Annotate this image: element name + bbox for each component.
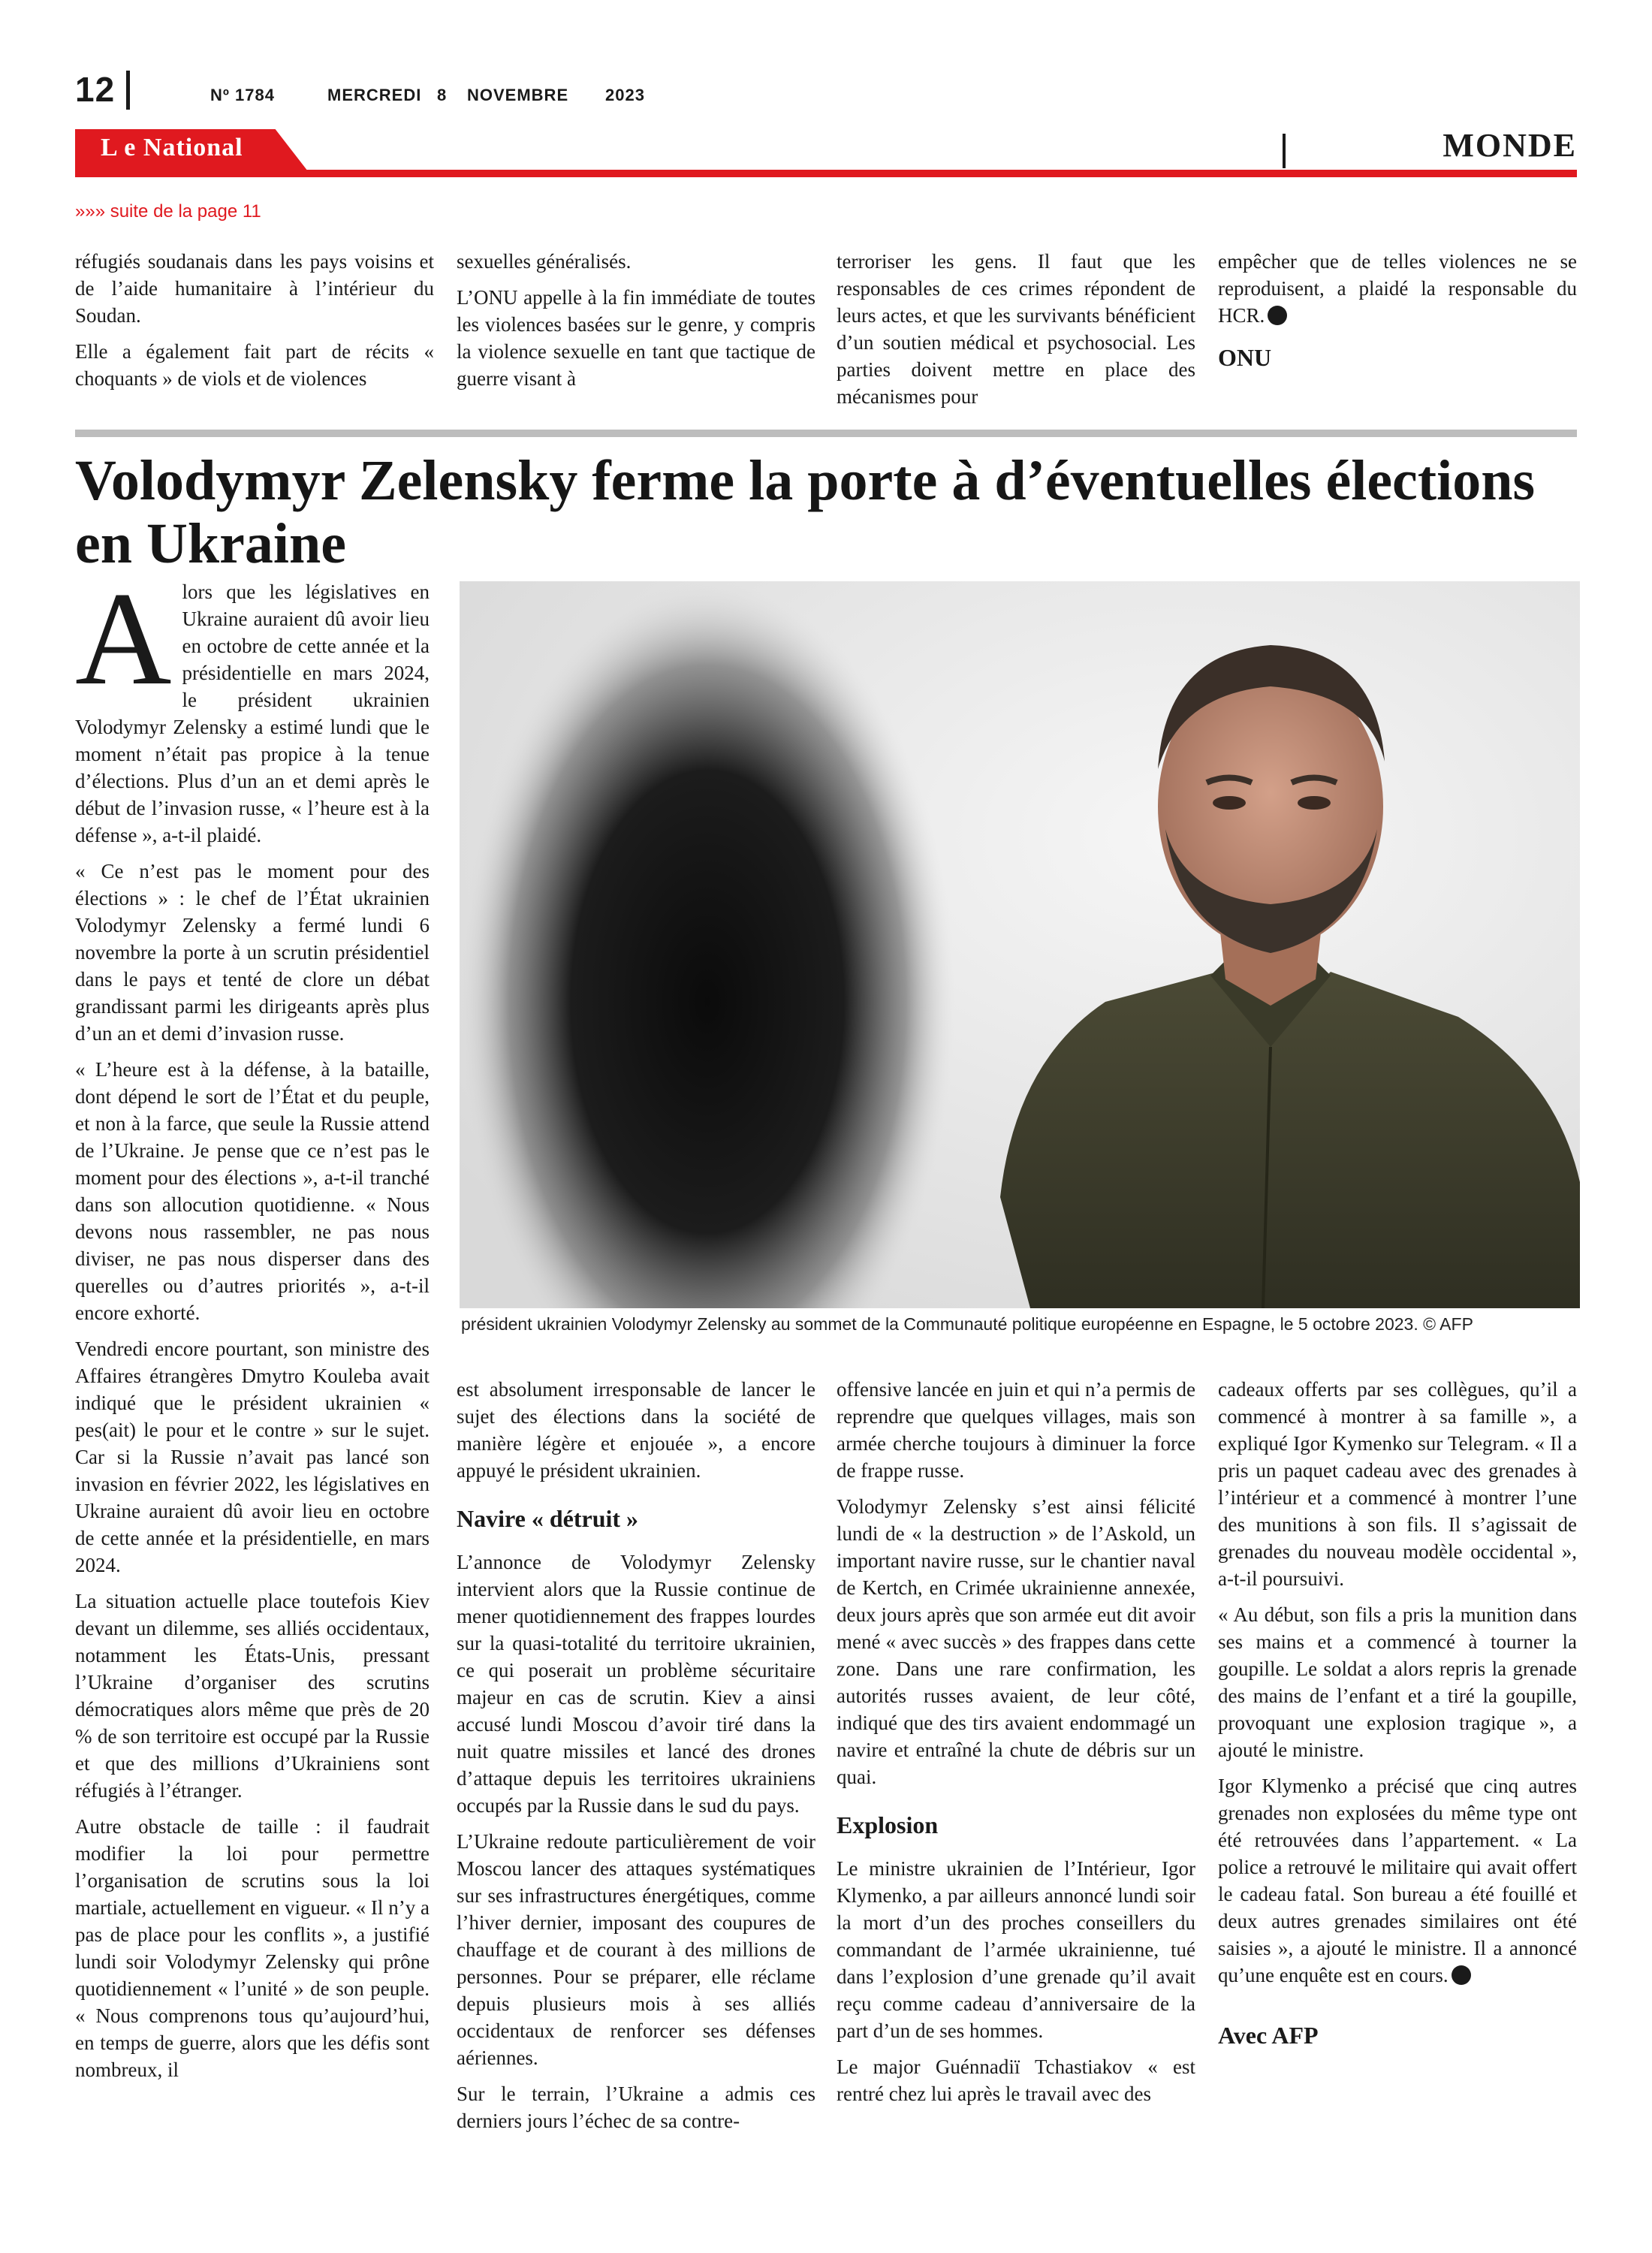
paragraph: Elle a également fait part de récits « choquants » de viols et de violences [75, 340, 434, 390]
paragraph [75, 564, 430, 849]
paragraph: La situation actuelle place toutefois Kiev devant un dilemme, ses alliés occidentaux, notamment les États-Unis, pressant l’Ukraine d’organiser des scrutins démocratiques alors même que près de 20 % de son territoire est occupé par la Russie et que des millions d’Ukrainiens sont réfugiés à l’étranger. [75, 1590, 430, 1802]
paragraph: est absolument irresponsable de lancer le sujet des élections dans la société de manière légère et enjouée », a encore appuyé le président ukrainien. [457, 1378, 815, 1482]
issue-date-month: NOVEMBRE [467, 86, 569, 104]
paragraph: offensive lancée en juin et qui n’a permis de reprendre que quelques villages, mais son armée cherche toujours à diminuer la force de frappe russe. [837, 1378, 1195, 1482]
continuation-column-3 [837, 248, 1195, 419]
paragraph: « Ce n’est pas le moment pour des élections » : le chef de l’État ukrainien Volodymyr Zelensky a fermé lundi 6 novembre la porte à un scrutin présidentiel dans le pays et tenté de clore un débat grandissant parmi les dirigeants après plus d’un an et demi d’invasion russe. [75, 860, 430, 1045]
subheading: Explosion [837, 1811, 939, 1838]
paragraph: Autre obstacle de taille : il faudrait modifier la loi pour permettre l’organisation de scrutins sous la loi martiale, actuellement en vigueur. « Il n’y a pas de place pour les conflits », a justifié lundi soir Volodymyr Zelensky qui prône quotidiennement « l’unité » de son peuple. « Nous comprenons tous qu’aujourd’hui, en temps de guerre, alors que les défis sont nombreux, il [75, 1815, 430, 2081]
paragraph-text: empêcher que de telles violences ne se reproduisent, a plaidé la responsable du HCR. [1218, 250, 1577, 327]
issue-date-year: 2023 [605, 86, 645, 104]
continuation-column-1 [75, 248, 434, 401]
paragraph: Le major Guénnadiï Tchastiakov « est rentré chez lui après le travail avec des [837, 2055, 1195, 2105]
paragraph: réfugiés soudanais dans les pays voisins et de l’aide humanitaire à l’intérieur du Soudan. [75, 250, 434, 327]
article-column-3 [837, 1376, 1195, 2116]
drop-cap: A [75, 564, 172, 713]
paragraph: cadeaux offerts par ses collègues, qu’il a commencé à montrer à sa famille », a expliqué Igor Kymenko sur Telegram. « Il a pris un paquet cadeau avec des grenades à l’intérieur et a commencé à montrer l’une des munitions à son fils. Il s’agissait de grenades du nouveau modèle occidental », a-t-il poursuivi. [1218, 1378, 1577, 1590]
signature: Avec AFP [1218, 2022, 1319, 2049]
brand-logo: L e National [101, 134, 243, 161]
page-number: 12 [75, 70, 116, 109]
photo-caption: président ukrainien Volodymyr Zelensky au sommet de la Communauté politique européenne en Espagne, le 5 octobre 2023. © AFP [461, 1314, 1473, 1334]
paragraph: L’ONU appelle à la fin immédiate de toutes les violences basées sur le genre, y compris la violence sexuelle en tant que tactique de guerre visant à [457, 286, 815, 390]
page-number-divider [126, 71, 130, 110]
section-divider [1283, 134, 1286, 168]
paragraph: « L’heure est à la défense, à la bataille, dont dépend le sort de l’État et du peuple, et non à la farce, que seule la Russie attend de l’Ukraine. Je pense que ce n’est pas le moment pour des élections », a-t-il tranché dans son allocution quotidienne. « Nous devons nous rassembler, ne pas nous diviser, ne pas nous disperser dans des querelles ou d’autres priorités », a-t-il encore exhorté. [75, 1058, 430, 1324]
signature: ONU [1218, 344, 1272, 371]
paragraph-text: lors que les législatives en Ukraine auraient dû avoir lieu en octobre de cette année et la présidentielle en mars 2024, le président ukrainien Volodymyr Zelensky a estimé lundi que le moment n’était pas propice à la tenue d’élections. Plus d’un an et demi après le début de l’invasion russe, « l’heure est à la défense », a-t-il plaidé. [75, 581, 430, 846]
continuation-column-2 [457, 248, 815, 401]
issue-number: Nº 1784 [210, 86, 275, 104]
article-column-1 [75, 564, 430, 2092]
continuation-column-4 [1218, 248, 1577, 371]
article-photo [460, 581, 1580, 1308]
paragraph: « Au début, son fils a pris la munition dans ses mains et a commencé à tourner la goupille. Le soldat a alors repris la grenade des mains de l’enfant et a tiré la goupille, provoquant une explosion tragique », a ajouté le ministre. [1218, 1603, 1577, 1761]
article-column-4 [1218, 1376, 1577, 2049]
paragraph: Le ministre ukrainien de l’Intérieur, Igor Klymenko, a par ailleurs annoncé lundi soir la mort d’un des proches conseillers du commandant de l’armée ukrainienne, tué dans l’explosion d’une grenade qu’il avait reçu comme cadeau d’anniversaire de la part d’un de ses hommes. [837, 1857, 1195, 2042]
end-mark-icon [1268, 306, 1287, 325]
end-mark-icon [1452, 1965, 1471, 1985]
paragraph: Vendredi encore pourtant, son ministre des Affaires étrangères Dmytro Kouleba avait indiqué que le président ukrainien « pes(ait) le pour et le contre » sur le sujet. Car si la Russie n’avait pas lancé son invasion en février 2022, les législatives en Ukraine auraient dû avoir lieu en octobre de cette année et la présidentielle, en mars 2024. [75, 1338, 430, 1576]
paragraph: L’Ukraine redoute particulièrement de voir Moscou lancer des attaques systématiques sur ses infrastructures énergétiques, comme l’hiver dernier, imposant des coupures de chauffage et de courant à des millions de personnes. Pour se préparer, elle réclame depuis plusieurs mois à ses alliés occidentaux de renforcer ses défenses aériennes. [457, 1830, 815, 2069]
paragraph: Volodymyr Zelensky s’est ainsi félicité lundi de « la destruction » de l’Askold, un important navire russe, sur le chantier naval de Kertch, en Crimée ukrainienne annexée, deux jours après que son armée eut dit avoir mené « avec succès » des frappes dans cette zone. Dans une rare confirmation, les autorités russes avaient, de leur côté, indiqué que des tirs avaient endommagé un navire et entraîné la chute de débris sur un quai. [837, 1495, 1195, 1788]
header-rule [75, 170, 1577, 177]
subheading: Navire « détruit » [457, 1505, 639, 1532]
article-column-2 [457, 1376, 815, 2143]
paragraph-text: Igor Klymenko a précisé que cinq autres grenades non explosées du même type ont été retrouvées dans l’appartement. « La police a retrouvé le militaire qui avait offert le cadeau fatal. Son bureau a été fouillé et deux autres grenades similaires ont été saisies », a ajouté le ministre. Il a annoncé qu’une enquête est en cours. [1218, 1775, 1577, 1986]
paragraph [1218, 248, 1577, 329]
photo-zelensky-illustration [460, 581, 1580, 1308]
section-title: MONDE [1442, 127, 1577, 164]
continued-from-link[interactable]: »»» suite de la page 11 [75, 201, 261, 222]
paragraph [1218, 1772, 1577, 1989]
article-separator [75, 430, 1577, 437]
paragraph: L’annonce de Volodymyr Zelensky intervient alors que la Russie continue de mener quotidiennement des frappes lourdes sur la quasi-totalité du territoire ukrainien, ce qui poserait un problème sécuritaire majeur en cas de scrutin. Kiev a ainsi accusé lundi Moscou d’avoir tiré dans la nuit quatre missiles et lancé des drones d’attaque depuis les territoires ukrainiens occupés par la Russie dans le sud du pays. [457, 1551, 815, 1817]
paragraph: terroriser les gens. Il faut que les responsables de ces crimes répondent de leurs actes, et que les survivants bénéficient d’un soutien médical et psychosocial. Les parties doivent mettre en place des mécanismes pour [837, 250, 1195, 408]
issue-day: MERCREDI [327, 86, 422, 104]
issue-date-day: 8 [437, 86, 448, 104]
paragraph: Sur le terrain, l’Ukraine a admis ces derniers jours l’échec de sa contre- [457, 2083, 815, 2132]
paragraph: sexuelles généralisés. [457, 250, 632, 273]
headline: Volodymyr Zelensky ferme la porte à d’éventuelles élections en Ukraine [75, 449, 1536, 575]
